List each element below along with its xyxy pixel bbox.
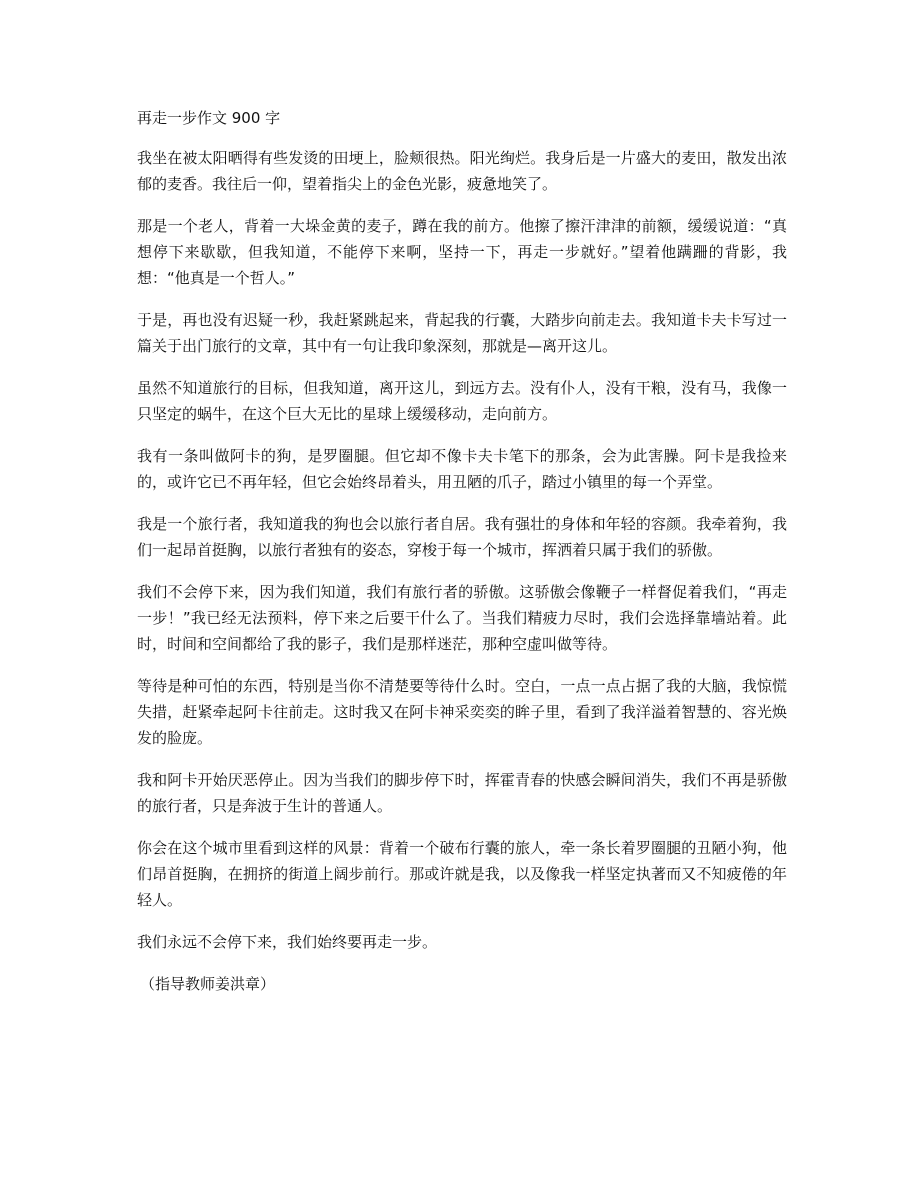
- paragraph: 我们永远不会停下来，我们始终要再走一步。: [137, 933, 438, 951]
- paragraph: 于是，再也没有迟疑一秒，我赶紧跳起来，背起我的行囊，大踏步向前走去。我知道卡夫卡写过一篇关于出门旅行的文章，其中有一句让我印象深刻，那就是—离开这儿。: [137, 311, 787, 355]
- paragraph: 我和阿卡开始厌恶停止。因为当我们的脚步停下时，挥霍青春的快感会瞬间消失，我们不再是骄傲的旅行者，只是奔波于生计的普通人。: [137, 771, 787, 815]
- paragraph: 你会在这个城市里看到这样的风景：背着一个破布行囊的旅人，牵一条长着罗圈腿的丑陋小狗，他们昂首挺胸，在拥挤的街道上阔步前行。那或许就是我，以及像我一样坚定执著而又不知疲倦的年轻人。: [137, 839, 787, 909]
- paragraph: 我是一个旅行者，我知道我的狗也会以旅行者自居。我有强壮的身体和年轻的容颜。我牵着狗，我们一起昂首挺胸，以旅行者独有的姿态，穿梭于每一个城市，挥洒着只属于我们的骄傲。: [137, 515, 787, 559]
- paragraph: 我坐在被太阳晒得有些发烫的田埂上，脸颊很热。阳光绚烂。我身后是一片盛大的麦田，散发出浓郁的麦香。我往后一仰，望着指尖上的金色光影，疲惫地笑了。: [137, 149, 787, 193]
- paragraph: 那是一个老人，背着一大垛金黄的麦子，蹲在我的前方。他擦了擦汗津津的前额，缓缓说道：“真想停下来歇歇，但我知道，不能停下来啊，坚持一下，再走一步就好。”望着他蹒跚的背影，我想：“他真是一个哲人。”: [137, 217, 787, 287]
- document-title: 再走一步作文 900 字: [137, 109, 281, 127]
- teacher-signature: （指导教师姜洪章）: [140, 975, 276, 993]
- document-page: [137, 105, 787, 997]
- paragraph: 我有一条叫做阿卡的狗，是罗圈腿。但它却不像卡夫卡笔下的那条，会为此害臊。阿卡是我捡来的，或许它已不再年轻，但它会始终昂着头，用丑陋的爪子，踏过小镇里的每一个弄堂。: [137, 447, 787, 491]
- paragraph: 我们不会停下来，因为我们知道，我们有旅行者的骄傲。这骄傲会像鞭子一样督促着我们，“再走一步！”我已经无法预料，停下来之后要干什么了。当我们精疲力尽时，我们会选择靠墙站着。此时，时间和空间都给了我的影子，我们是那样迷茫，那种空虚叫做等待。: [137, 583, 787, 653]
- paragraph: 等待是种可怕的东西，特别是当你不清楚要等待什么时。空白，一点一点占据了我的大脑，我惊慌失措，赶紧牵起阿卡往前走。这时我又在阿卡神采奕奕的眸子里，看到了我洋溢着智慧的、容光焕发的脸庞。: [137, 677, 787, 747]
- paragraph: 虽然不知道旅行的目标，但我知道，离开这儿，到远方去。没有仆人，没有干粮，没有马，我像一只坚定的蜗牛，在这个巨大无比的星球上缓缓移动，走向前方。: [137, 379, 787, 423]
